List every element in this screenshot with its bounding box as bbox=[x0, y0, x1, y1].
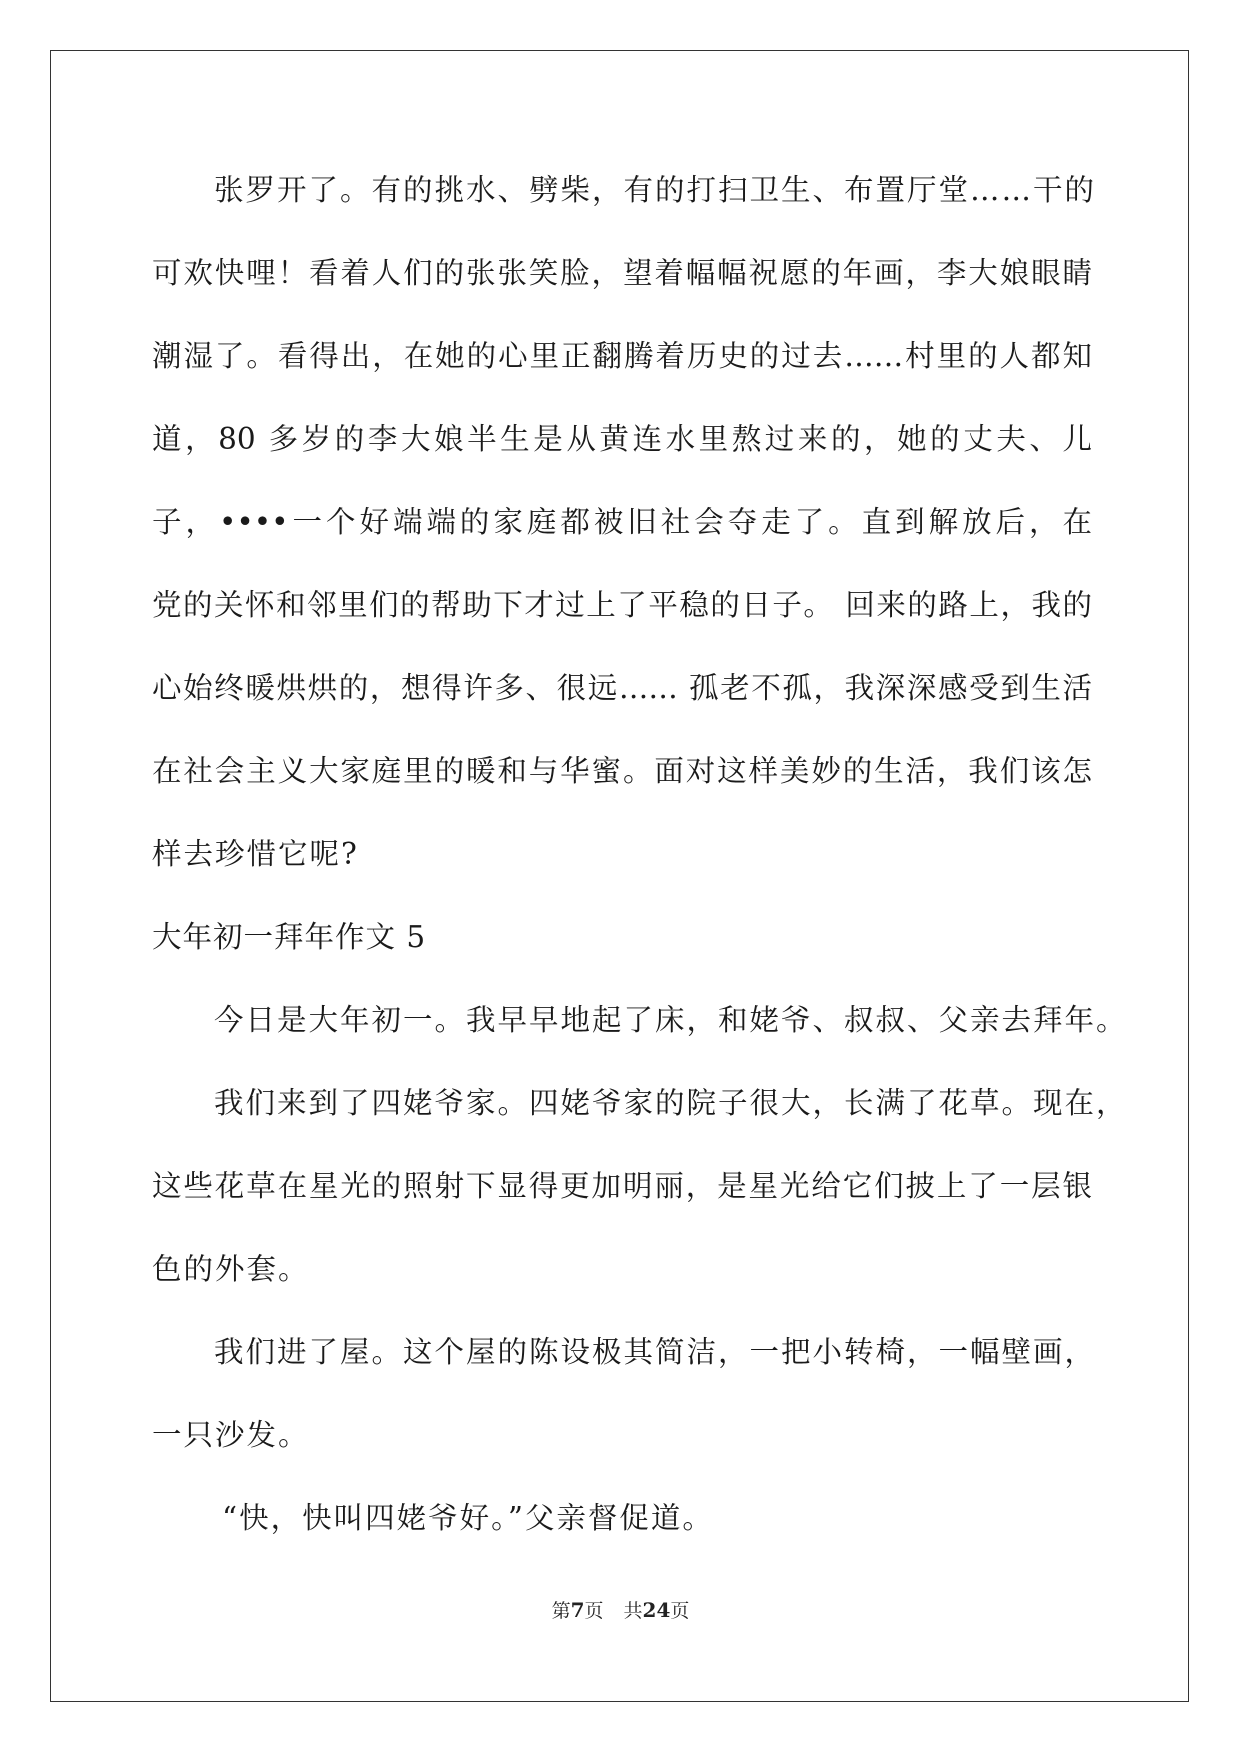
paragraph-line: 今日是大年初一。我早早地起了床，和姥爷、叔叔、父亲去拜年。 bbox=[214, 1003, 1128, 1037]
paragraph-line: 样去珍惜它呢? bbox=[152, 837, 359, 871]
footer-total-prefix: 共 bbox=[623, 1600, 643, 1622]
paragraph-line: 在社会主义大家庭里的暖和与华蜜。面对这样美妙的生活，我们该怎 bbox=[152, 754, 1092, 788]
footer-total-unit: 页 bbox=[670, 1600, 690, 1622]
paragraph-line: 子，••••一个好端端的家庭都被旧社会夺走了。直到解放后，在 bbox=[152, 505, 1092, 539]
paragraph-line: 我们来到了四姥爷家。四姥爷家的院子很大，长满了花草。现在， bbox=[214, 1086, 1128, 1120]
footer-page-unit: 页 bbox=[584, 1600, 604, 1622]
paragraph-line: 党的关怀和邻里们的帮助下才过上了平稳的日子。 回来的路上，我的 bbox=[152, 588, 1092, 622]
paragraph-line: 心始终暖烘烘的，想得许多、很远…… 孤老不孤，我深深感受到生活 bbox=[152, 671, 1092, 705]
footer-prefix: 第 bbox=[551, 1600, 571, 1622]
total-page-count: 24 bbox=[642, 1598, 671, 1622]
paragraph-line: “快，快叫四姥爷好。”父亲督促道。 bbox=[222, 1501, 714, 1535]
paragraph-line: 张罗开了。有的挑水、劈柴，有的打扫卫生、布置厅堂……干的 bbox=[214, 173, 1097, 207]
paragraph-line: 一只沙发。 bbox=[152, 1418, 310, 1452]
page-footer bbox=[0, 1596, 1241, 1623]
document-body bbox=[152, 165, 1128, 1576]
paragraph-line: 这些花草在星光的照射下显得更加明丽，是星光给它们披上了一层银 bbox=[152, 1169, 1092, 1203]
section-heading: 大年初一拜年作文 5 bbox=[152, 920, 427, 954]
paragraph-line: 我们进了屋。这个屋的陈设极其简洁，一把小转椅，一幅壁画， bbox=[214, 1335, 1097, 1369]
paragraph-line: 色的外套。 bbox=[152, 1252, 310, 1286]
current-page-number: 7 bbox=[570, 1598, 585, 1622]
paragraph-line: 潮湿了。看得出，在她的心里正翻腾着历史的过去……村里的人都知 bbox=[152, 339, 1092, 373]
paragraph-line: 道，80 多岁的李大娘半生是从黄连水里熬过来的，她的丈夫、儿 bbox=[152, 422, 1092, 456]
paragraph-line: 可欢快哩！看着人们的张张笑脸，望着幅幅祝愿的年画，李大娘眼睛 bbox=[152, 256, 1092, 290]
